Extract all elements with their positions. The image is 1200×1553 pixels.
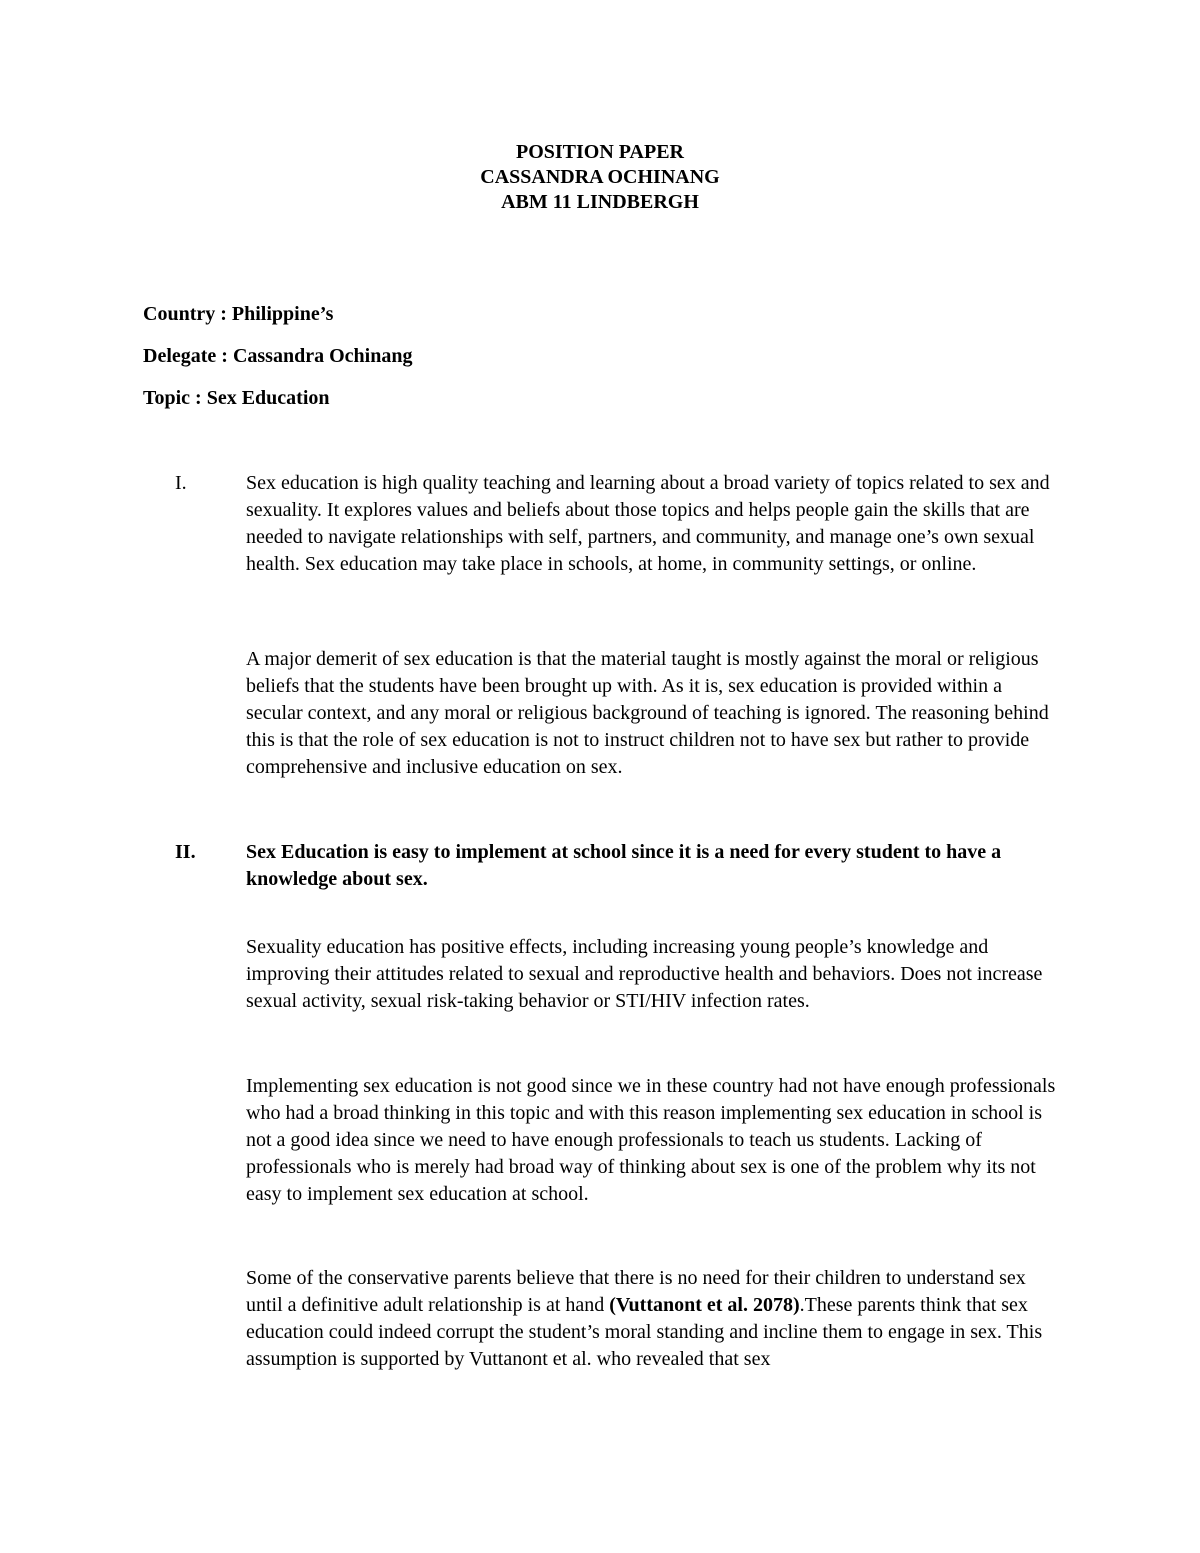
section-1-number: I.: [175, 472, 187, 494]
section-1-paragraph-1: Sex education is high quality teaching and learning about a broad variety of topics related to sex and sexuality. It explores values and beliefs about those topics and helps people gain the skills that are needed to navigate relationships with self, partners, and community, and manage one’s own sexual health. Sex education may take place in schools, at home, in community settings, or online.: [246, 472, 1050, 575]
document-header: [0, 140, 1200, 215]
class-section: ABM 11 LINDBERGH: [501, 191, 699, 213]
delegate-line: Delegate : Cassandra Ochinang: [143, 345, 413, 367]
document-title: POSITION PAPER: [516, 141, 684, 163]
topic-line: Topic : Sex Education: [143, 387, 330, 409]
section-2-number: II.: [175, 841, 196, 863]
country-line: Country : Philippine’s: [143, 303, 334, 325]
paragraph-text-continued: .These parents think that sex education could indeed corrupt the student’s moral standing and incline them to engage in sex. This assumption is supported by Vuttanont et al. who revealed that sex: [246, 1294, 1043, 1370]
section-2-paragraph-2: Implementing sex education is not good since we in these country had not have enough professionals who had a broad thinking in this topic and with this reason implementing sex education in school is not a good idea since we need to have enough professionals to teach us students. Lacking of professionals who is merely had broad way of thinking about sex is one of the problem why its not easy to implement sex education at school.: [246, 1075, 1056, 1205]
citation: (Vuttanont et al. 2078): [609, 1294, 800, 1316]
section-2-heading: Sex Education is easy to implement at school since it is a need for every student to have a knowledge about sex.: [246, 841, 1002, 890]
author-name: CASSANDRA OCHINANG: [480, 166, 720, 188]
paragraph-text: Some of the conservative parents believe that there is no need for their children to understand sex until a definitive adult relationship is at hand: [246, 1267, 1026, 1316]
section-2-paragraph-3: [246, 1265, 1061, 1373]
section-2-paragraph-1: Sexuality education has positive effects, including increasing young people’s knowledge and improving their attitudes related to sexual and reproductive health and behaviors. Does not increase sexual activity, sexual risk-taking behavior or STI/HIV infection rates.: [246, 936, 1043, 1012]
section-1-paragraph-2: A major demerit of sex education is that the material taught is mostly against the moral or religious beliefs that the students have been brought up with. As it is, sex education is provided within a secular context, and any moral or religious background of teaching is ignored. The reasoning behind this is that the role of sex education is not to instruct children not to have sex but rather to provide comprehensive and inclusive education on sex.: [246, 648, 1049, 778]
